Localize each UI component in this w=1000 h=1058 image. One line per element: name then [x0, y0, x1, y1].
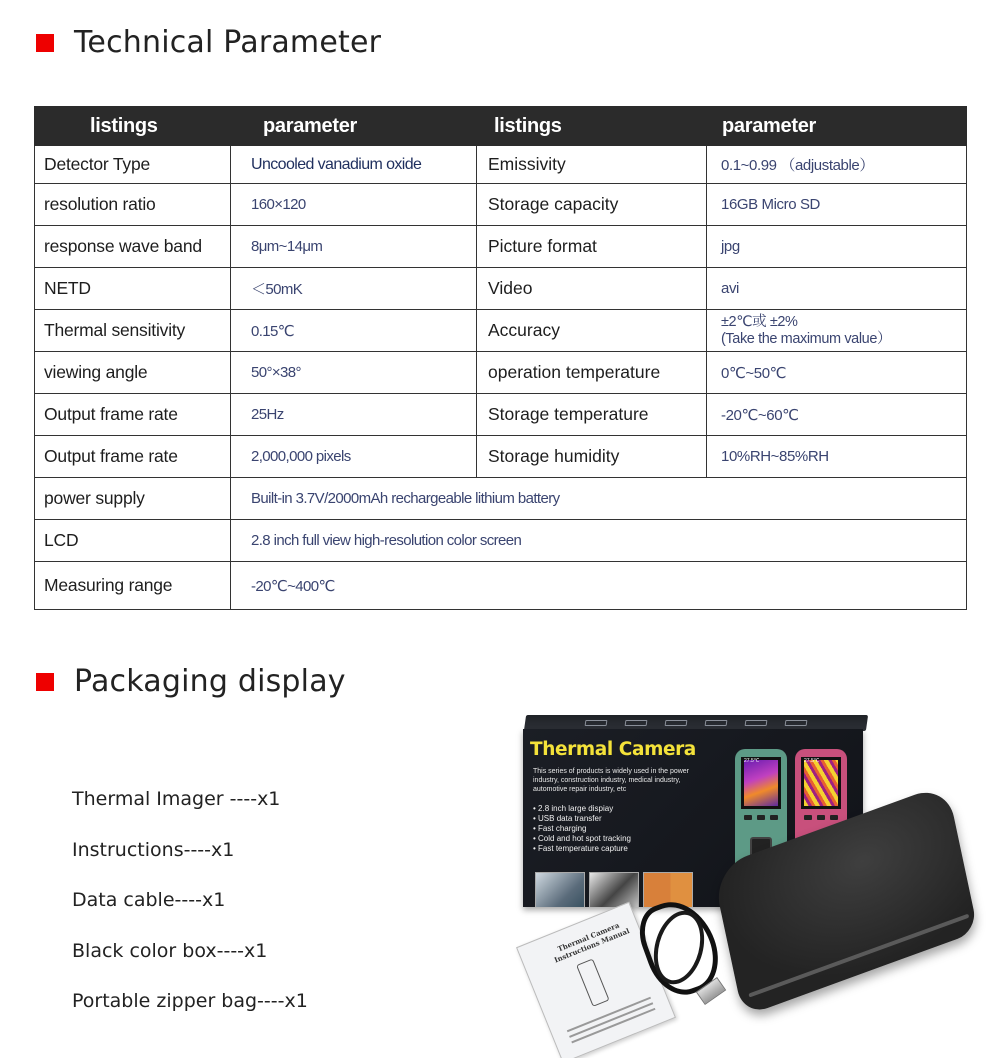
- manual-device-drawing-icon: [576, 958, 610, 1006]
- param-label: viewing angle: [35, 352, 231, 394]
- column-header-listings: listings: [35, 107, 231, 146]
- table-row-wide: [35, 478, 967, 520]
- screen-temperature: 27.5℃: [804, 758, 820, 764]
- param-value: Uncooled vanadium oxide: [231, 146, 477, 184]
- usage-photo: [589, 872, 639, 907]
- table-row-wide: [35, 520, 967, 562]
- param-label: Storage capacity: [477, 184, 707, 226]
- param-value: 0℃~50℃: [707, 352, 967, 394]
- table-row: [35, 146, 967, 184]
- param-value: -20℃~400℃: [231, 562, 967, 610]
- device-screen: [741, 757, 781, 809]
- feature-item: • 2.8 inch large dispiay: [533, 804, 631, 814]
- param-label: Emissivity: [477, 146, 707, 184]
- package-contents-list: [72, 785, 308, 1038]
- feature-item: • Fast charging: [533, 824, 631, 834]
- box-feature-list: [533, 804, 631, 854]
- box-description: This series of products is widely used in the power industry, construction industry, medical industry, automotive repair industry, etc: [533, 768, 690, 793]
- red-square-bullet-icon: [36, 34, 54, 52]
- param-label: Thermal sensitivity: [35, 310, 231, 352]
- table-row: [35, 352, 967, 394]
- certification-mark-icon: [585, 720, 608, 726]
- thermal-image: [744, 760, 778, 806]
- device-screen: [801, 757, 841, 809]
- param-value: 50°×38°: [231, 352, 477, 394]
- screen-temperature: 27.5℃: [744, 758, 760, 764]
- feature-item: • Cold and hot spot tracking: [533, 834, 631, 844]
- table-row: [35, 436, 967, 478]
- column-header-listings: listings: [477, 107, 707, 146]
- certification-mark-icon: [665, 720, 688, 726]
- list-item: Thermal Imager ----x1: [72, 788, 281, 810]
- table-header-row: [35, 107, 967, 146]
- param-value: 0.1~0.99 （adjustable）: [707, 146, 967, 184]
- section-title: Technical Parameter: [74, 25, 382, 60]
- table-row: [35, 310, 967, 352]
- column-header-parameter: parameter: [707, 107, 967, 146]
- param-value: ＜50mK: [231, 268, 477, 310]
- zipper-line: [748, 914, 969, 998]
- column-header-parameter: parameter: [231, 107, 477, 146]
- param-label: Storage humidity: [477, 436, 707, 478]
- param-label: response wave band: [35, 226, 231, 268]
- section-heading-technical: [36, 25, 381, 60]
- param-value: 0.15℃: [231, 310, 477, 352]
- param-label: Video: [477, 268, 707, 310]
- param-value: 8μm~14μm: [231, 226, 477, 268]
- packaging-product-image: [515, 705, 975, 1055]
- table-row: [35, 184, 967, 226]
- list-item: Portable zipper bag----x1: [72, 990, 308, 1012]
- section-title: Packaging display: [74, 664, 346, 699]
- param-value: -20℃~60℃: [707, 394, 967, 436]
- list-item: Instructions----x1: [72, 838, 235, 861]
- param-label: Accuracy: [477, 310, 707, 352]
- param-value: avi: [707, 268, 967, 310]
- param-value: 160×120: [231, 184, 477, 226]
- param-value: jpg: [707, 226, 967, 268]
- param-value: [707, 310, 967, 352]
- param-label: Detector Type: [35, 146, 231, 184]
- param-label: power supply: [35, 478, 231, 520]
- technical-parameter-table: [34, 106, 967, 610]
- device-buttons: [744, 815, 778, 829]
- param-label: Measuring range: [35, 562, 231, 610]
- param-label: operation temperature: [477, 352, 707, 394]
- feature-item: • USB data transfer: [533, 814, 631, 824]
- table-row: [35, 268, 967, 310]
- param-value-line: ±2℃或 ±2%: [721, 313, 798, 330]
- certification-mark-icon: [785, 720, 808, 726]
- red-square-bullet-icon: [36, 673, 54, 691]
- param-value: 2,000,000 pixels: [231, 436, 477, 478]
- certification-mark-icon: [745, 720, 768, 726]
- manual-title: Thermal Camera Instructions Manual: [552, 920, 631, 965]
- param-label: Picture format: [477, 226, 707, 268]
- param-value: 2.8 inch full view high-resolution color screen: [231, 520, 967, 562]
- param-value: 10%RH~85%RH: [707, 436, 967, 478]
- certification-mark-icon: [705, 720, 728, 726]
- param-label: resolution ratio: [35, 184, 231, 226]
- param-label: Output frame rate: [35, 394, 231, 436]
- thermal-image: [804, 760, 838, 806]
- param-label: Storage temperature: [477, 394, 707, 436]
- table-row: [35, 394, 967, 436]
- param-label: LCD: [35, 520, 231, 562]
- list-item: Data cable----x1: [72, 889, 226, 911]
- table-row-wide: [35, 562, 967, 610]
- feature-item: • Fast temperature capture: [533, 844, 631, 854]
- param-value: 16GB Micro SD: [707, 184, 967, 226]
- param-label: NETD: [35, 268, 231, 310]
- box-title: Thermal Camera: [530, 739, 696, 760]
- param-label: Output frame rate: [35, 436, 231, 478]
- certification-mark-icon: [625, 720, 648, 726]
- param-value: 25Hz: [231, 394, 477, 436]
- table-row: [35, 226, 967, 268]
- param-value-note: (Take the maximum value）: [721, 330, 892, 347]
- usage-photo: [535, 872, 585, 907]
- param-value: Built-in 3.7V/2000mAh rechargeable lithium battery: [231, 478, 967, 520]
- section-heading-packaging: [36, 664, 346, 699]
- list-item: Black color box----x1: [72, 939, 268, 962]
